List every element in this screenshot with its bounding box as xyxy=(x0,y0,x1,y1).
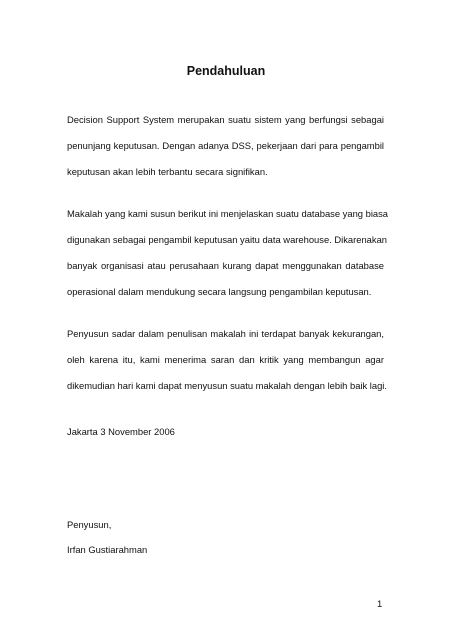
paragraph-line: operasional dalam mendukung secara langsung pengambilan keputusan. xyxy=(67,286,372,297)
paragraph-line: Penyusun sadar dalam penulisan makalah ini terdapat banyak kekurangan, xyxy=(67,328,384,339)
paragraph-line: Decision Support System merupakan suatu sistem yang berfungsi sebagai xyxy=(67,114,384,125)
paragraph-line: keputusan akan lebih terbantu secara signifikan. xyxy=(67,166,268,177)
page-title: Pendahuluan xyxy=(186,64,266,78)
paragraph-line: Makalah yang kami susun berikut ini menjelaskan suatu database yang biasa xyxy=(67,208,389,219)
paragraph-line: penunjang keputusan. Dengan adanya DSS, pekerjaan dari para pengambil xyxy=(67,140,384,151)
signature-label: Penyusun, xyxy=(67,519,112,530)
paragraph-line: oleh karena itu, kami menerima saran dan kritik yang membangun agar xyxy=(67,354,384,365)
page-number: 1 xyxy=(377,598,383,609)
date-line: Jakarta 3 November 2006 xyxy=(67,426,175,437)
paragraph-line: dikemudian hari kami dapat menyusun suatu makalah dengan lebih baik lagi. xyxy=(67,380,387,391)
paragraph-line: banyak organisasi atau perusahaan kurang dapat menggunakan database xyxy=(67,260,384,271)
author-name: Irfan Gustiarahman xyxy=(67,544,148,555)
paragraph-line: digunakan sebagai pengambil keputusan yaitu data warehouse. Dikarenakan xyxy=(67,234,388,245)
